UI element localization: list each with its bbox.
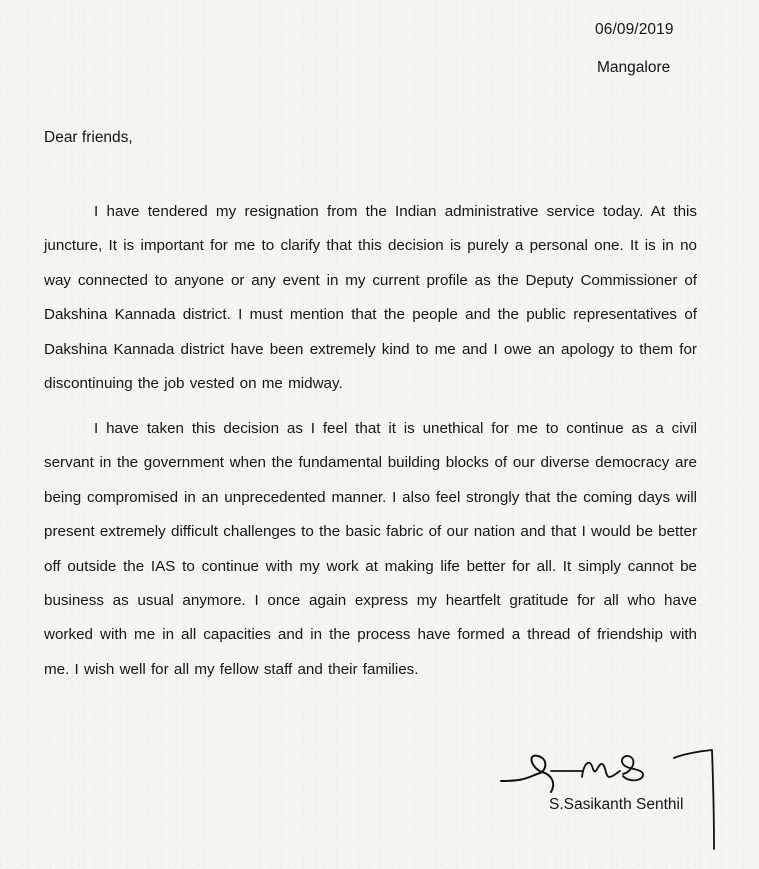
letter-paragraph-2: I have taken this decision as I feel that it is unethical for me to continue as a civil servant in the government when the fundamental building blocks of our diverse democracy are being compromised in an unprecedented manner. I also feel strongly that the coming days will present extremely difficult challenges to the basic fabric of our nation and that I would be better off outside the IAS to continue with my work at making life better for all. It simply cannot be business as usual anymore. I once again express my heartfelt gratitude for all who have worked with me in all capacities and in the process have formed a thread of friendship with me. I wish well for all my fellow staff and their families. (44, 420, 697, 678)
letter-paragraph-1: I have tendered my resignation from the Indian administrative service today. At this juncture, It is important for me to clarify that this decision is purely a personal one. It is in no way connected to anyone or any event in my current profile as the Deputy Commissioner of Dakshina Kannada district. I must mention that the people and the public representatives of Dakshina Kannada district have been extremely kind to me and I owe an apology to them for discontinuing the job vested on me midway. (44, 203, 697, 393)
letter-place: Mangalore (597, 59, 671, 76)
signatory-name: S.Sasikanth Senthil (549, 796, 684, 813)
letter-date: 06/09/2019 (595, 21, 674, 38)
salutation: Dear friends, (44, 129, 133, 146)
